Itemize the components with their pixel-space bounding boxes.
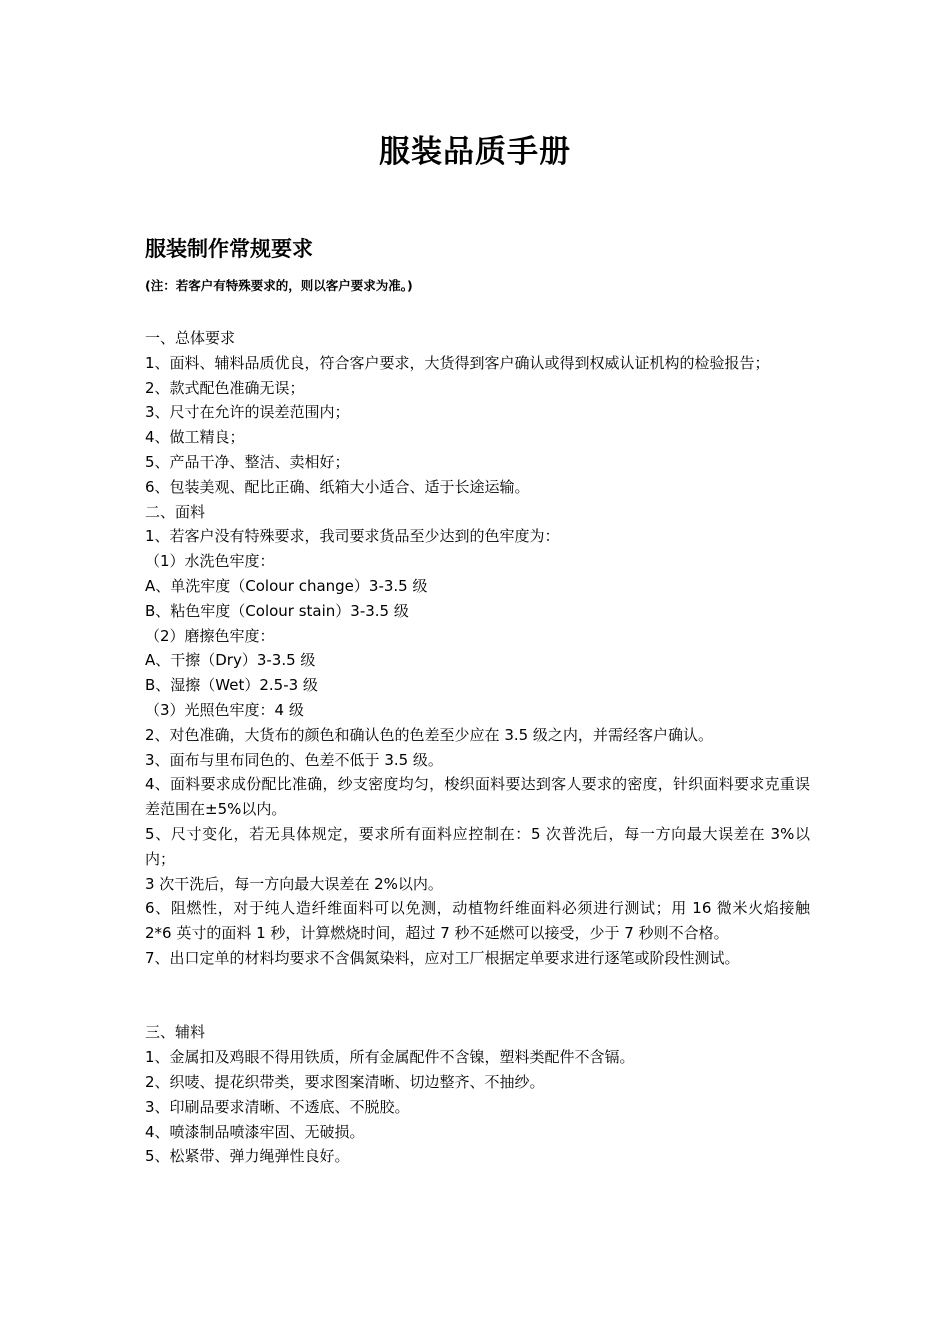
general-item-2: 2、款式配色准确无误； xyxy=(145,378,305,397)
document-body xyxy=(145,326,810,1169)
accessories-item-2: 2、织唛、提花织带类，要求图案清晰、切边整齐、不抽纱。 xyxy=(145,1072,545,1091)
general-item-6: 6、包装美观、配比正确、纸箱大小适合、适于长途运输。 xyxy=(145,477,530,496)
section-spacer xyxy=(145,971,810,1021)
fabric-heading: 二、面料 xyxy=(145,502,206,521)
general-item-4: 4、做工精良； xyxy=(145,428,245,447)
fabric-item-colour-change: A、单洗牢度（Colour change）3-3.5 级 xyxy=(145,576,428,595)
general-heading: 一、总体要求 xyxy=(145,329,236,347)
fabric-item-shrinkage-wash: 5、尺寸变化，若无具体规定，要求所有面料应控制在：5 次普洗后，每一方向最大误差在 3%以内； xyxy=(145,824,810,868)
fabric-item-dry-rub: A、干擦（Dry）3-3.5 级 xyxy=(145,651,316,670)
section-subtitle: 服装制作常规要求 xyxy=(145,237,313,261)
fabric-item-azo-dyes: 7、出口定单的材料均要求不含偶氮染料，应对工厂根据定单要求进行逐笔或阶段性测试。 xyxy=(145,948,740,967)
document-title: 服装品质手册 xyxy=(379,134,571,170)
fabric-item-colour-stain: B、粘色牢度（Colour stain）3-3.5 级 xyxy=(145,601,409,620)
customer-note: (注：若客户有特殊要求的，则以客户要求为准。) xyxy=(145,278,413,293)
accessories-item-3: 3、印刷品要求清晰、不透底、不脱胶。 xyxy=(145,1097,410,1116)
accessories-heading: 三、辅料 xyxy=(145,1023,206,1042)
fabric-item-flammability: 6、阻燃性，对于纯人造纤维面料可以免测，动植物纤维面料必须进行测试；用 16 微米火焰接触 2*6 英寸的面料 1 秒，计算燃烧时间，超过 7 秒不延燃可以接受，少于 7 秒则不合格。 xyxy=(145,899,810,943)
fabric-item-color-match: 2、对色准确，大货布的颜色和确认色的色差至少应在 3.5 级之内，并需经客户确认。 xyxy=(145,725,713,744)
fabric-item-composition: 4、面料要求成份配比准确，纱支密度均匀，梭织面料要达到客人要求的密度，针织面料要求克重误差范围在±5%以内。 xyxy=(145,775,810,819)
fabric-item-shrinkage-dry: 3 次干洗后，每一方向最大误差在 2%以内。 xyxy=(145,874,443,893)
fabric-item-colorfastness: 1、若客户没有特殊要求，我司要求货品至少达到的色牢度为： xyxy=(145,527,560,546)
fabric-item-wet-rub: B、湿擦（Wet）2.5-3 级 xyxy=(145,676,318,695)
fabric-item-rub-fastness: （2）磨擦色牢度： xyxy=(145,626,275,645)
fabric-item-wash-fastness: （1）水洗色牢度： xyxy=(145,552,275,571)
general-item-1: 1、面料、辅料品质优良，符合客户要求，大货得到客户确认或得到权威认证机构的检验报告； xyxy=(145,353,770,372)
fabric-item-light-fastness: （3）光照色牢度：4 级 xyxy=(145,700,304,719)
general-item-3: 3、尺寸在允许的误差范围内； xyxy=(145,403,350,422)
accessories-item-4: 4、喷漆制品喷漆牢固、无破损。 xyxy=(145,1122,365,1141)
accessories-item-5: 5、松紧带、弹力绳弹性良好。 xyxy=(145,1147,350,1166)
general-item-5: 5、产品干净、整洁、卖相好； xyxy=(145,452,350,471)
fabric-item-lining-color: 3、面布与里布同色的、色差不低于 3.5 级。 xyxy=(145,750,443,769)
accessories-item-1: 1、金属扣及鸡眼不得用铁质，所有金属配件不含镍，塑料类配件不含镉。 xyxy=(145,1048,635,1067)
